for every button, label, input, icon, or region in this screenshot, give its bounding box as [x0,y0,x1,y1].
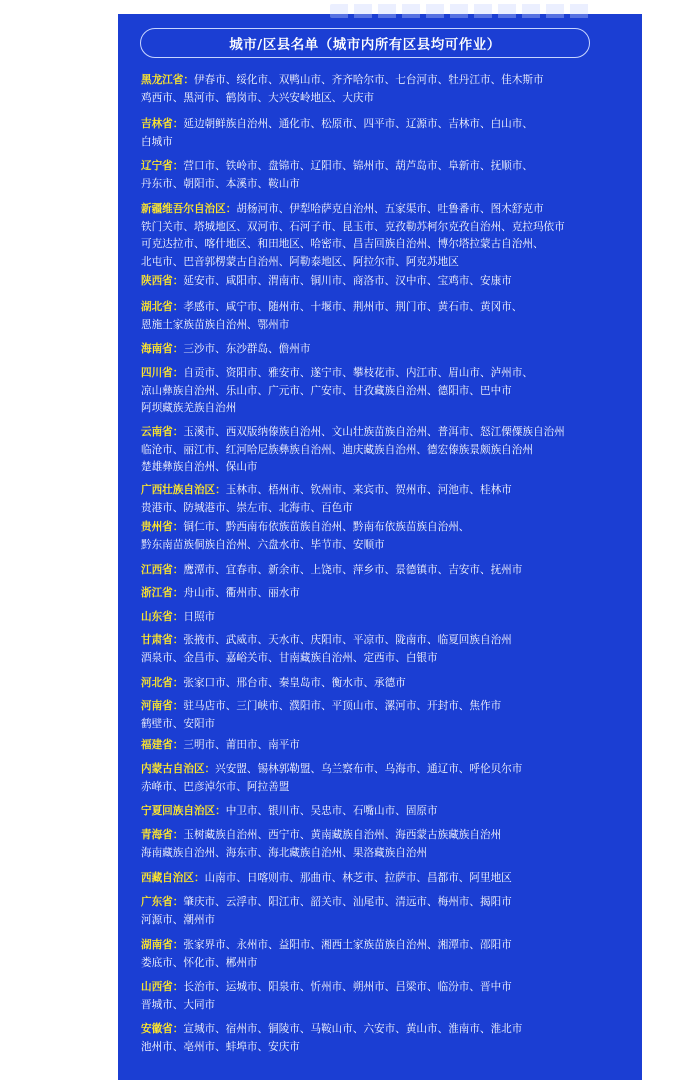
entry-line [141,116,617,134]
city-text: 三沙市、东沙群岛、儋州市 [183,343,311,355]
province-entry [141,299,617,334]
province-entry [141,803,617,821]
province-name: 安徽省： [141,1023,184,1035]
city-text: 凉山彝族自治州、乐山市、广元市、广安市、甘孜藏族自治州、德阳市、巴中市 [141,384,512,397]
entry-line [141,537,617,555]
entry-line [141,955,617,973]
province-entry [141,482,617,517]
province-name: 山东省： [141,611,184,623]
province-name: 辽宁省： [141,160,184,172]
province-entry [141,937,617,972]
entry-line [141,609,617,627]
province-entry [141,519,617,554]
page-title: 城市/区县名单（城市内所有区县均可作业） [229,37,501,53]
entry-line [141,761,617,779]
city-text: 舟山市、衢州市、丽水市 [183,587,300,599]
entry-line [141,779,617,797]
city-text: 张掖市、武威市、天水市、庆阳市、平凉市、陇南市、临夏回族自治州 [183,634,512,646]
province-name: 陕西省： [141,275,184,287]
province-entry [141,894,617,929]
entry-line [141,299,617,317]
province-entry [141,585,617,603]
province-name: 湖北省： [141,301,184,313]
province-entry [141,116,617,151]
city-text: 玉溪市、西双版纳傣族自治州、文山壮族苗族自治州、普洱市、怒江傈僳族自治州 [183,426,565,438]
entry-line [141,383,617,401]
city-text: 驻马店市、三门峡市、濮阳市、平顶山市、漯河市、开封市、焦作市 [183,700,502,712]
city-text: 鹰潭市、宜春市、新余市、上饶市、萍乡市、景德镇市、吉安市、抚州市 [183,564,523,576]
province-entry [141,365,617,418]
province-entry [141,158,617,193]
province-entry [141,609,617,627]
province-name: 浙江省： [141,587,184,599]
city-text: 中卫市、银川市、吴忠市、石嘴山市、固原市 [225,805,438,817]
entry-line [141,90,617,108]
city-text: 阿坝藏族羌族自治州 [141,402,237,414]
entry-line [141,716,617,734]
city-text: 张家口市、邢台市、秦皇岛市、衡水市、承德市 [183,677,406,689]
entry-line [141,424,617,442]
entry-line [141,341,617,359]
city-text: 楚雄彝族自治州、保山市 [141,461,258,473]
province-name: 广东省： [141,896,184,908]
province-entry [141,72,617,107]
city-text: 黔东南苗族侗族自治州、六盘水市、毕节市、安顺市 [141,538,385,551]
city-text: 自贡市、资阳市、雅安市、遂宁市、攀枝花市、内江市、眉山市、泸州市、 [183,367,533,379]
entry-line [141,894,617,912]
city-text: 丹东市、朝阳市、本溪市、鞍山市 [141,177,300,190]
entry-line [141,219,617,237]
province-name: 内蒙古自治区： [141,763,216,775]
city-text: 白城市 [141,135,173,148]
entry-line [141,803,617,821]
entry-line [141,650,617,668]
entry-line [141,675,617,693]
entry-line [141,562,617,580]
city-text: 胡杨河市、伊犁哈萨克自治州、五家渠市、吐鲁番市、图木舒克市 [236,203,544,215]
city-text: 临沧市、丽江市、红河哈尼族彝族自治州、迪庆藏族自治州、德宏傣族景颇族自治州 [141,443,533,456]
entry-line [141,500,617,518]
city-text: 池州市、亳州市、蚌埠市、安庆市 [141,1040,300,1053]
city-text: 恩施土家族苗族自治州、鄂州市 [141,318,290,331]
title-banner [140,28,590,58]
entry-line [141,365,617,383]
province-name: 贵州省： [141,521,184,533]
entry-line [141,442,617,460]
province-name: 四川省： [141,367,184,379]
province-entry [141,341,617,359]
province-name: 新疆维吾尔自治区： [141,203,237,215]
province-entry [141,737,617,755]
entry-line [141,737,617,755]
entry-line [141,317,617,335]
entry-line [141,236,617,254]
city-text: 张家界市、永州市、益阳市、湘西土家族苗族自治州、湘潭市、邵阳市 [183,939,512,951]
entry-line [141,400,617,418]
city-text: 三明市、莆田市、南平市 [183,739,300,751]
province-name: 黑龙江省： [141,74,194,86]
city-text: 延安市、咸阳市、渭南市、铜川市、商洛市、汉中市、宝鸡市、安康市 [183,275,512,287]
entry-line [141,827,617,845]
entry-line [141,519,617,537]
city-text: 山南市、日喀则市、那曲市、林芝市、拉萨市、昌都市、阿里地区 [204,872,512,884]
entry-line [141,979,617,997]
entry-line [141,201,617,219]
entry-line [141,273,617,291]
city-text: 北屯市、巴音郭楞蒙古自治州、阿勒泰地区、阿拉尔市、阿克苏地区 [141,255,459,268]
province-name: 广西壮族自治区： [141,484,226,496]
entry-line [141,845,617,863]
entry-line [141,459,617,477]
entry-line [141,134,617,152]
cropped-top-text [330,4,592,18]
province-name: 山西省： [141,981,184,993]
city-text: 玉林市、梧州市、钦州市、来宾市、贺州市、河池市、桂林市 [225,484,512,496]
province-entry [141,1021,617,1056]
city-text: 宣城市、宿州市、铜陵市、马鞍山市、六安市、黄山市、淮南市、淮北市 [183,1023,523,1035]
province-entry [141,827,617,862]
city-text: 鸡西市、黑河市、鹤岗市、大兴安岭地区、大庆市 [141,91,375,104]
entry-line [141,1039,617,1057]
city-text: 肇庆市、云浮市、阳江市、韶关市、汕尾市、清远市、梅州市、揭阳市 [183,896,512,908]
province-name: 河北省： [141,677,184,689]
entry-line [141,158,617,176]
province-entry [141,424,617,477]
city-text: 铁门关市、塔城地区、双河市、石河子市、昆玉市、克孜勒苏柯尔克孜自治州、克拉玛依市 [141,220,565,233]
province-name: 福建省： [141,739,184,751]
province-name: 宁夏回族自治区： [141,805,226,817]
city-text: 玉树藏族自治州、西宁市、黄南藏族自治州、海西蒙古族藏族自治州 [183,829,502,841]
province-entry [141,698,617,733]
entry-line [141,1021,617,1039]
city-text: 延边朝鲜族自治州、通化市、松原市、四平市、辽源市、吉林市、白山市、 [183,118,533,130]
province-entry [141,632,617,667]
province-entry [141,979,617,1014]
city-text: 河源市、潮州市 [141,913,216,926]
city-text: 营口市、铁岭市、盘锦市、辽阳市、锦州市、葫芦岛市、阜新市、抚顺市、 [183,160,533,172]
city-text: 可克达拉市、喀什地区、和田地区、哈密市、昌吉回族自治州、博尔塔拉蒙古自治州、 [141,238,544,250]
entry-line [141,254,617,272]
entry-line [141,72,617,90]
province-entry [141,761,617,796]
province-entry [141,562,617,580]
entry-line [141,632,617,650]
entry-line [141,997,617,1015]
entry-line [141,937,617,955]
province-name: 吉林省： [141,118,184,130]
city-text: 伊春市、绥化市、双鸭山市、齐齐哈尔市、七台河市、牡丹江市、佳木斯市 [193,74,544,86]
city-text: 铜仁市、黔西南布依族苗族自治州、黔南布依族苗族自治州、 [183,521,470,533]
province-entry [141,870,617,888]
entry-line [141,912,617,930]
province-name: 云南省： [141,426,184,438]
province-name: 西藏自治区： [141,872,205,884]
entry-line [141,482,617,500]
province-entry [141,675,617,693]
province-entry [141,273,617,291]
province-name: 河南省： [141,700,184,712]
province-name: 江西省： [141,564,184,576]
city-text: 海南藏族自治州、海东市、海北藏族自治州、果洛藏族自治州 [141,846,428,859]
city-text: 兴安盟、锡林郭勒盟、乌兰察布市、乌海市、通辽市、呼伦贝尔市 [215,763,523,775]
city-text: 贵港市、防城港市、崇左市、北海市、百色市 [141,501,353,514]
city-text: 酒泉市、金昌市、嘉峪关市、甘南藏族自治州、定西市、白银市 [141,651,438,664]
city-text: 晋城市、大同市 [141,998,216,1011]
province-name: 湖南省： [141,939,184,951]
province-name: 青海省： [141,829,184,841]
city-text: 孝感市、咸宁市、随州市、十堰市、荆州市、荆门市、黄石市、黄冈市、 [183,301,523,313]
province-entry [141,201,617,271]
entry-line [141,585,617,603]
province-name: 甘肃省： [141,634,184,646]
city-text: 长治市、运城市、阳泉市、忻州市、朔州市、吕梁市、临汾市、晋中市 [183,981,512,993]
entry-line [141,698,617,716]
province-name: 海南省： [141,343,184,355]
city-text: 娄底市、怀化市、郴州市 [141,956,258,969]
city-text: 赤峰市、巴彦淖尔市、阿拉善盟 [141,780,290,793]
city-text: 鹤壁市、安阳市 [141,717,216,730]
city-text: 日照市 [183,611,216,623]
entry-line [141,176,617,194]
entry-line [141,870,617,888]
